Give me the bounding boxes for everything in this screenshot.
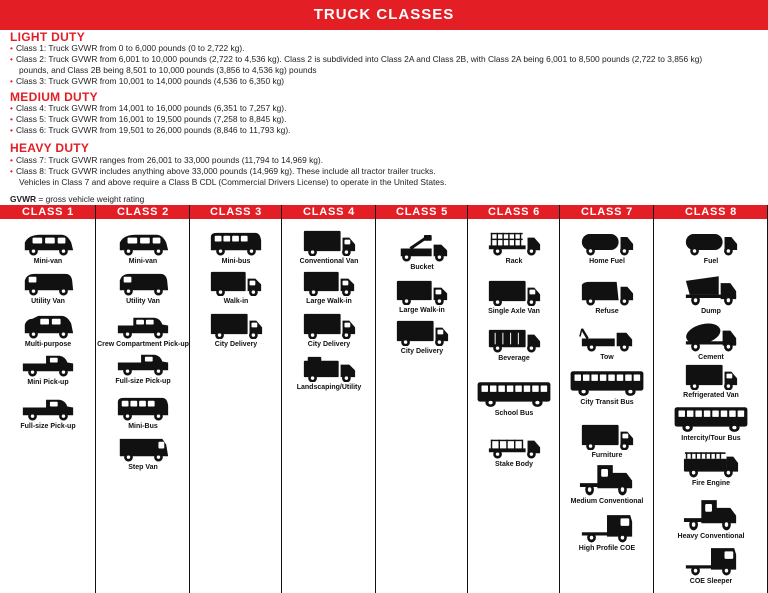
walk-in-icon: [207, 269, 265, 296]
info-line: • Class 6: Truck GVWR from 19,501 to 26,000 pounds (8,846 to 11,793 kg).: [10, 125, 291, 135]
vehicle-label: City Delivery: [307, 341, 351, 348]
stake-truck-icon: [485, 432, 543, 459]
vehicle-label: Landscaping/Utility: [296, 384, 362, 391]
utility-van-icon: [114, 269, 172, 296]
info-line-continued: Vehicles in Class 7 and above require a Class B CDL (Commercial Drivers License) to operate in the United States.: [19, 177, 447, 187]
box-truck-icon: [300, 229, 358, 256]
vehicle-label: Furniture: [591, 452, 623, 459]
vehicle-label: Mini-bus: [221, 258, 251, 265]
vehicle-label: High Profile COE: [578, 545, 636, 552]
vehicle-label: City Transit Bus: [580, 399, 634, 406]
pickup-icon: [19, 350, 77, 377]
vehicle-label: Intercity/Tour Bus: [681, 435, 741, 442]
gvwr-definition: = gross vehicle weight rating: [36, 194, 145, 204]
info-line-text: Class 7: Truck GVWR ranges from 26,001 to 33,000 pounds (11,794 to 14,969 kg).: [15, 155, 324, 165]
vehicle-label: Stake Body: [494, 461, 534, 468]
class-heading: CLASS 5: [395, 206, 449, 218]
info-line: • Class 1: Truck GVWR from 0 to 6,000 pounds (0 to 2,722 kg).: [10, 43, 245, 53]
minibus-icon: [207, 229, 265, 256]
info-line-continued: pounds, and Class 2B being 8,501 to 10,000 pounds (3,856 to 4,536 kg) pounds: [19, 65, 317, 75]
class-heading: CLASS 4: [302, 206, 356, 218]
vehicle-label: COE Sleeper: [689, 578, 733, 585]
info-line-text: Class 3: Truck GVWR from 10,001 to 14,000 pounds (4,536 to 6,350 kg): [15, 76, 285, 86]
walk-in-icon: [300, 269, 358, 296]
vehicle-label: Rack: [505, 258, 523, 265]
info-line: • Class 7: Truck GVWR ranges from 26,001 to 33,000 pounds (11,794 to 14,969 kg).: [10, 155, 324, 165]
pickup-icon: [19, 394, 77, 421]
vehicle-label: Multi-purpose: [24, 341, 72, 348]
beverage-truck-icon: [485, 326, 543, 353]
vehicle-label: Medium Conventional: [570, 498, 644, 505]
info-line-text: Class 1: Truck GVWR from 0 to 6,000 pounds (0 to 2,722 kg).: [15, 43, 245, 53]
vehicle-label: Large Walk-in: [399, 307, 445, 314]
vehicle-label: Fire Engine: [691, 480, 731, 487]
info-line-text: Class 5: Truck GVWR from 16,001 to 19,500 pounds (7,258 to 8,845 kg).: [15, 114, 287, 124]
pickup-icon: [114, 349, 172, 376]
refuse-truck-icon: [578, 279, 636, 306]
vehicle-label: Utility Van: [126, 298, 160, 305]
utility-truck-icon: [300, 355, 358, 382]
box-truck-icon: [578, 423, 636, 450]
info-line-text: Class 2: Truck GVWR from 6,001 to 10,000 pounds (2,722 to 4,536 kg). Class 2 is subdivided into Class 2A and Class 2B, with Class 2A being 6,001 to 8,500 pounds (2,722 to 3,856 kg): [15, 54, 703, 64]
gvwr-footnote: [10, 194, 144, 204]
coe-tractor-icon: [578, 513, 636, 543]
page-title: TRUCK CLASSES: [0, 0, 768, 30]
tanker-icon: [578, 228, 636, 256]
rack-truck-icon: [485, 229, 543, 256]
vehicle-label: Utility Van: [31, 298, 65, 305]
class-heading: CLASS 8: [684, 206, 738, 218]
vehicle-label: Beverage: [498, 355, 530, 362]
vehicle-label: Dump: [701, 308, 721, 315]
info-line: • Class 5: Truck GVWR from 16,001 to 19,500 pounds (7,258 to 8,845 kg).: [10, 114, 287, 124]
vehicle-label: Crew Compartment Pick-up: [97, 341, 189, 348]
box-truck-icon: [485, 279, 543, 306]
coe-tractor-icon: [682, 546, 740, 576]
vehicle-label: Mini-van: [128, 258, 158, 265]
vehicle-label: Refrigerated Van: [683, 392, 739, 399]
minivan-icon: [114, 229, 172, 256]
vehicle-label: Heavy Conventional: [677, 533, 745, 540]
walk-in-icon: [393, 278, 451, 305]
box-truck-icon: [393, 319, 451, 346]
vehicle-label: Full-size Pick-up: [20, 423, 76, 430]
gvwr-term: GVWR: [10, 194, 37, 204]
vehicle-label: Mini Pick-up: [27, 379, 69, 386]
class-heading: CLASS 7: [580, 206, 634, 218]
class-heading: CLASS 1: [21, 206, 75, 218]
info-line: • Class 4: Truck GVWR from 14,001 to 16,000 pounds (6,351 to 7,257 kg).: [10, 103, 287, 113]
vehicle-label: Single Axle Van: [488, 308, 540, 315]
bus-icon: [672, 403, 750, 433]
class-heading: CLASS 3: [209, 206, 263, 218]
step-van-icon: [114, 435, 172, 462]
bus-icon: [568, 367, 646, 397]
info-line-text: Class 8: Truck GVWR includes anything above 33,000 pounds (14,969 kg). These include all tractor trailer trucks.: [15, 166, 436, 176]
tow-truck-icon: [578, 325, 636, 352]
vehicle-label: Full-size Pick-up: [115, 378, 171, 385]
vehicle-label: City Delivery: [214, 341, 258, 348]
minibus-icon: [114, 394, 172, 421]
vehicle-label: Cement: [698, 354, 724, 361]
vehicle-label: Large Walk-in: [306, 298, 352, 305]
dump-truck-icon: [682, 274, 740, 306]
box-truck-icon: [300, 312, 358, 339]
vehicle-label: Refuse: [595, 308, 619, 315]
fire-engine-icon: [682, 448, 740, 478]
box-truck-icon: [207, 312, 265, 339]
tractor-icon: [578, 460, 636, 496]
vehicle-label: Step Van: [128, 464, 158, 471]
info-line-text: Class 4: Truck GVWR from 14,001 to 16,000 pounds (6,351 to 7,257 kg).: [15, 103, 287, 113]
minivan-icon: [19, 229, 77, 256]
bucket-truck-icon: [393, 235, 451, 262]
cement-mixer-icon: [682, 322, 740, 352]
crew-pickup-icon: [114, 312, 172, 339]
vehicle-label: School Bus: [494, 410, 534, 417]
info-line: • Class 8: Truck GVWR includes anything above 33,000 pounds (14,969 kg). These include all tractor trailer trucks.: [10, 166, 436, 176]
tanker-icon: [682, 228, 740, 256]
tractor-icon: [682, 495, 740, 531]
vehicle-label: Bucket: [410, 264, 434, 271]
vehicle-label: Walk-in: [223, 298, 249, 305]
class-heading: CLASS 2: [116, 206, 170, 218]
info-line: • Class 2: Truck GVWR from 6,001 to 10,000 pounds (2,722 to 4,536 kg). Class 2 is subdivided into Class 2A and Class 2B, with Class 2A being 6,001 to 8,500 pounds (2,722 to 3,856 kg): [10, 54, 703, 64]
section-title-heavy-duty: HEAVY DUTY: [10, 141, 90, 155]
vehicle-label: Fuel: [703, 258, 719, 265]
section-title-light-duty: LIGHT DUTY: [10, 30, 85, 44]
utility-van-icon: [19, 269, 77, 296]
section-title-medium-duty: MEDIUM DUTY: [10, 90, 98, 104]
class-heading: CLASS 6: [487, 206, 541, 218]
vehicle-label: City Delivery: [400, 348, 444, 355]
vehicle-label: Tow: [600, 354, 614, 361]
info-line: • Class 3: Truck GVWR from 10,001 to 14,000 pounds (4,536 to 6,350 kg): [10, 76, 285, 86]
bus-icon: [475, 378, 553, 408]
vehicle-label: Mini-van: [33, 258, 63, 265]
vehicle-label: Home Fuel: [589, 258, 625, 265]
box-truck-icon: [682, 363, 740, 390]
vehicle-label: Conventional Van: [299, 258, 359, 265]
vehicle-label: Mini-Bus: [128, 423, 158, 430]
info-line-text: Class 6: Truck GVWR from 19,501 to 26,000 pounds (8,846 to 11,793 kg).: [15, 125, 291, 135]
suv-icon: [19, 312, 77, 339]
